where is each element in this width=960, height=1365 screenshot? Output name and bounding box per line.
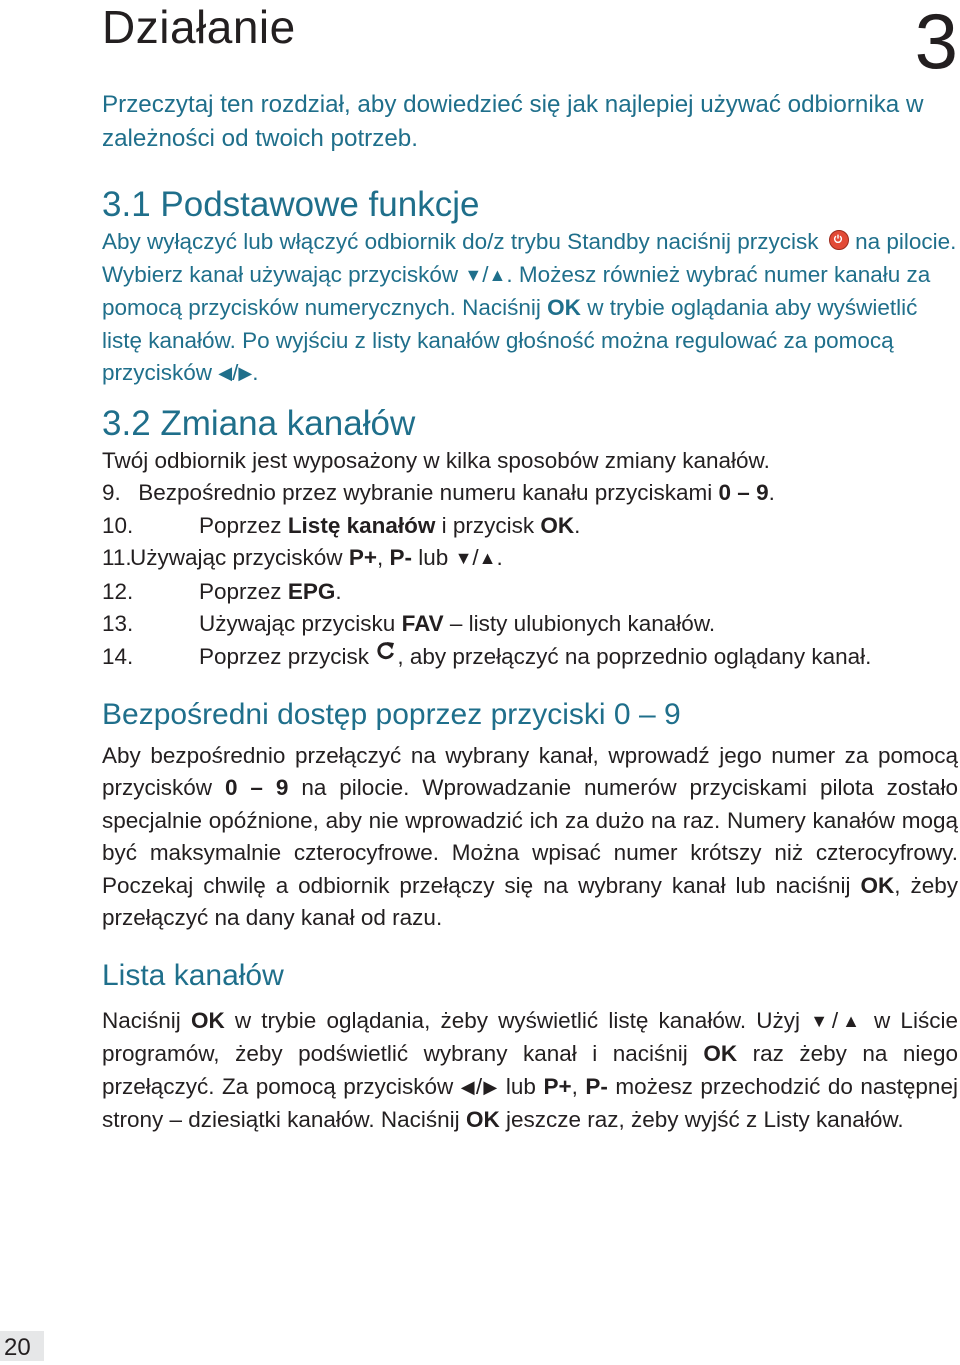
arrow-right-icon: ▶ [482, 1076, 499, 1097]
recall-icon [377, 638, 395, 671]
section-3-1-body: Aby wyłączyć lub włączyć odbiornik do/z trybu Standby naciśnij przycisk na pilocie. Wybierz kanał używając przycisków ▼/▲. Możesz również wybrać numer kanału za pomocą przycisków numerycznych. Naciśnij OK w trybie oglądania aby wyświetlić listę kanałów. Po wyjściu z listy kanałów głośność można regulować za pomocą przycisków ◀/▶. [102, 229, 957, 385]
subsection-title-channel-list: Lista kanałów [102, 958, 284, 992]
section-title-3-1: 3.1 Podstawowe funkcje [102, 185, 480, 224]
arrow-down-icon: ▼ [810, 1010, 832, 1031]
section-title-3-2: 3.2 Zmiana kanałów [102, 403, 416, 443]
arrow-up-icon: ▲ [488, 264, 507, 285]
subsection-title-direct-access: Bezpośredni dostęp poprzez przyciski 0 – 9 [102, 697, 681, 731]
arrow-down-icon: ▼ [454, 548, 473, 568]
list-item: 12. Poprzez EPG. [102, 578, 342, 604]
chapter-number: 3 [914, 0, 958, 85]
arrow-left-icon: ◀ [460, 1076, 476, 1097]
list-item: 10. Poprzez Listę kanałów i przycisk OK. [102, 512, 581, 538]
page-content [102, 184, 958, 1137]
arrow-up-icon: ▲ [478, 548, 497, 568]
chapter-intro: Przeczytaj ten rozdział, aby dowiedzieć się jak najlepiej używać odbiornika w zależności od twoich potrzeb. [102, 91, 924, 152]
arrow-right-icon: ▶ [238, 363, 253, 383]
list-item: 14. Poprzez przycisk , aby przełączyć na poprzednio oglądany kanał. [102, 641, 958, 674]
channel-change-list [102, 477, 958, 674]
channel-list-body: Naciśnij OK w trybie oglądania, żeby wyświetlić listę kanałów. Użyj ▼/▲ w Liście programów, żeby podświetlić wybrany kanał i naciśnij OK raz żeby na niego przełączyć. Za pomocą przycisków ◀/▶ lub P+, P- możesz przechodzić do następnej strony – dziesiątki kanałów. Naciśnij OK jeszcze raz, żeby wyjść z Listy kanałów. [102, 1007, 958, 1133]
power-icon [829, 230, 849, 250]
page-number: 20 [0, 1331, 44, 1361]
arrow-up-icon: ▲ [838, 1010, 864, 1031]
arrow-left-icon: ◀ [218, 363, 233, 383]
arrow-down-icon: ▼ [464, 264, 483, 285]
list-item: 9. Bezpośrednio przez wybranie numeru kanału przyciskami 0 – 9. [102, 480, 775, 505]
chapter-title: Działanie [102, 1, 296, 53]
direct-access-body: Aby bezpośrednio przełączyć na wybrany kanał, wprowadź jego numer za pomocą przycisków 0 – 9 na pilocie. Wprowadzanie numerów przyciskami pilota zostało specjalnie opóźnione, aby nie wprowadzić ich za dużo na raz. Numery kanałów mogą być maksymalnie czterocyfrowe. Można wpisać numer krótszy niż czterocyfrowy. Poczekaj chwilę a odbiornik przełączy się na wybrany kanał lub naciśnij OK, żeby przełączyć na dany kanał od razu. [102, 742, 958, 931]
section-3-2-intro: Twój odbiornik jest wyposażony w kilka sposobów zmiany kanałów. [102, 447, 770, 473]
list-item: 13. Używając przycisku FAV – listy ulubionych kanałów. [102, 611, 716, 636]
list-item: 11. Używając przycisków P+, P- lub ▼/▲. [102, 545, 503, 570]
